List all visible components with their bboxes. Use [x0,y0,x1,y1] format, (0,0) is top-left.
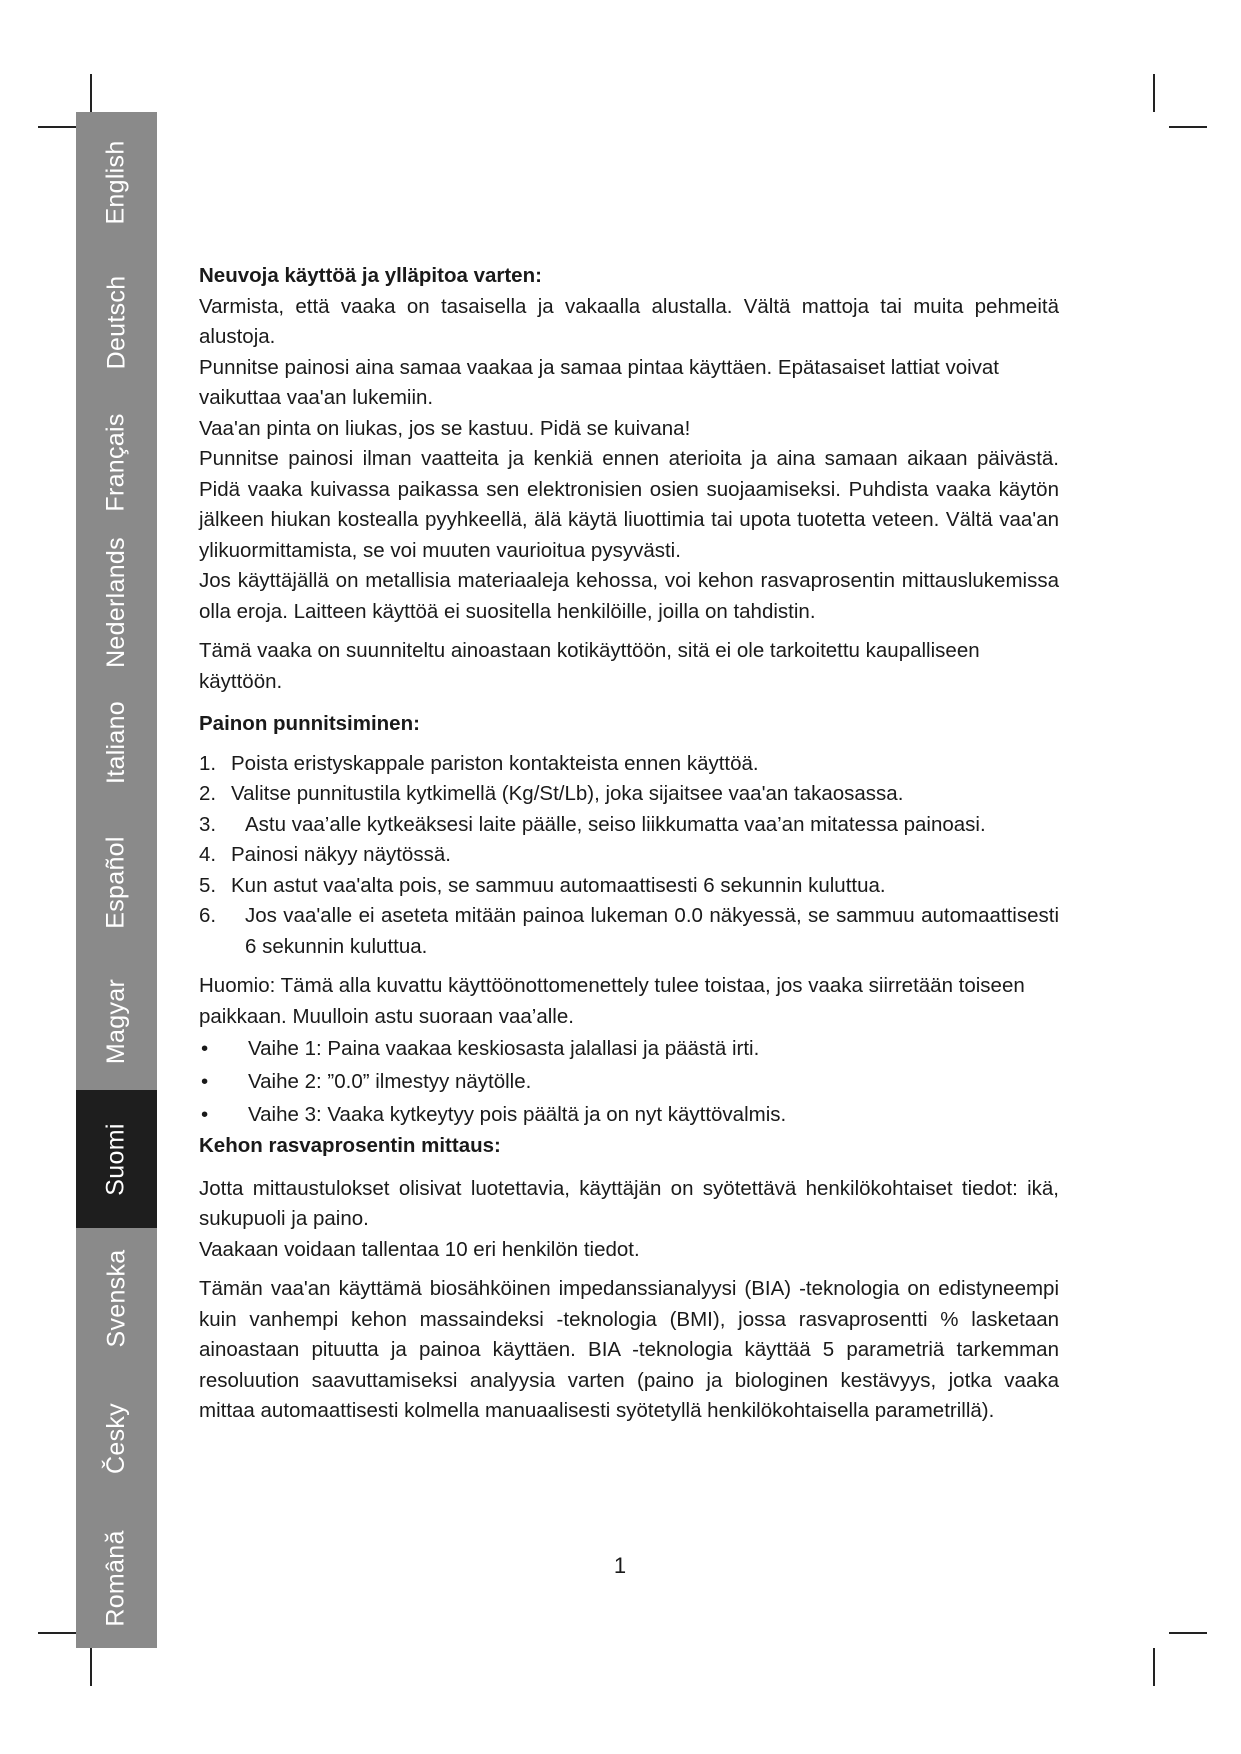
lang-tab-italiano[interactable] [76,672,157,812]
step-text: Poista eristyskappale pariston kontakteista ennen käyttöä. [231,751,759,775]
bullet-symbol: • [201,1070,209,1093]
bullet-text: Vaihe 1: Paina vaakaa keskiosasta jalallasi ja päästä irti. [248,1037,760,1060]
lang-label: Nederlands [102,536,131,668]
bullet-text: Vaihe 2: ”0.0” ilmestyy näytölle. [248,1070,532,1093]
list-item [199,779,1059,810]
paragraph: Jotta mittaustulokset olisivat luotettavia, käyttäjän on syötettävä henkilökohtaiset tiedot: ikä, sukupuoli ja paino. [199,1176,1059,1230]
lang-tab-romana[interactable] [76,1508,157,1648]
paragraph: Vaakaan voidaan tallentaa 10 eri henkilön tiedot. [199,1237,640,1261]
lang-label: Svenska [102,1249,130,1347]
list-item [199,840,1059,871]
crop-mark [90,74,92,112]
lang-label: Español [102,835,131,929]
lang-tab-english[interactable] [76,112,157,252]
crop-mark [1169,126,1207,128]
step-number: 1. [199,751,217,775]
section-heading-body-fat: Kehon rasvaprosentin mittaus: [199,1134,501,1157]
bullet-symbol: • [201,1103,209,1126]
crop-mark [1169,1632,1207,1634]
lang-label: Français [102,412,131,512]
setup-note: Huomio: Tämä alla kuvattu käyttöönottomenettely tulee toistaa, jos vaaka siirretään toiseen paikkaan. Muulloin astu suoraan vaa’alle. [199,974,1025,1028]
lang-tab-deutsch[interactable] [76,252,157,392]
crop-mark [1153,1648,1155,1686]
lang-label: Česky [102,1402,130,1474]
lang-label: Română [102,1529,131,1627]
crop-mark [90,1648,92,1686]
home-use-note: Tämä vaaka on suunniteltu ainoastaan kotikäyttöön, sitä ei ole tarkoitettu kaupalliseen käyttöön. [199,639,980,693]
weighing-steps-list [199,749,1059,963]
lang-tab-espanol[interactable] [76,812,157,952]
step-text: Astu vaa’alle kytkeäksesi laite päälle, seiso liikkumatta vaa’an mitatessa painoasi. [245,812,986,836]
step-text: Jos vaa'alle ei aseteta mitään painoa lukeman 0.0 näkyessä, se sammuu automaattisesti 6 sekunnin kuluttua. [245,904,1059,958]
step-text: Kun astut vaa'alta pois, se sammuu automaattisesti 6 sekunnin kuluttua. [231,873,886,897]
lang-label: Deutsch [102,275,130,369]
bullet-symbol: • [201,1037,209,1060]
lang-tab-nederlands[interactable] [76,532,157,672]
paragraph: Punnitse painosi ilman vaatteita ja kenkiä ennen aterioita ja aina samaan aikaan päivästä. Pidä vaaka kuivassa paikassa sen elektronisien osien suojaamiseksi. Puhdista vaaka käytön jälkeen hiukan kostealla pyyhkeellä, älä käytä liuottimia tai upota tuotetta veteen. Vältä vaa'an ylikuormittamista, se voi muuten vaurioitua pysyvästi. [199,447,1059,562]
paragraph: Tämän vaa'an käyttämä biosähköinen impedanssianalyysi (BIA) -teknologia on edistyneempi kuin vanhempi kehon massaindeksi -teknologia (BMI), jossa rasvaprosentti % lasketaan ainoastaan pituutta ja painoa käyttäen. BIA -teknologia käyttää 5 parametriä tarkemman resoluution saavuttamiseksi analyysia varten (paino ja biologinen kestävyys, jotka vaaka mittaa automaattisesti kolmella manuaalisesti syötetyllä henkilökohtaisella parametrillä). [199,1277,1059,1422]
step-text: Valitse punnitustila kytkimellä (Kg/St/Lb), joka sijaitsee vaa'an takaosassa. [231,782,904,805]
step-number: 2. [199,782,217,805]
list-item [199,1065,1059,1098]
lang-tab-svenska[interactable] [76,1228,157,1368]
page-number: 1 [613,1553,627,1578]
lang-tab-suomi[interactable] [76,1090,157,1228]
paragraph: Punnitse painosi aina samaa vaakaa ja samaa pintaa käyttäen. Epätasaiset lattiat voivat vaikuttaa vaa'an lukemiin. [199,355,999,409]
lang-label: English [102,139,131,225]
list-item [199,1032,1059,1065]
lang-label: Italiano [102,700,131,784]
step-number: 6. [199,904,217,927]
step-number: 3. [199,812,217,836]
section-heading-maintenance: Neuvoja käyttöä ja ylläpitoa varten: [199,264,542,287]
list-item [199,1098,1059,1131]
crop-mark [1153,74,1155,112]
manual-content [199,261,1059,1427]
section-heading-weighing: Painon punnitsiminen: [199,712,420,735]
lang-tab-cesky[interactable] [76,1368,157,1508]
step-text: Painosi näkyy näytössä. [231,843,451,866]
lang-label: Magyar [102,978,131,1064]
lang-label: Suomi [102,1122,130,1196]
paragraph: Jos käyttäjällä on metallisia materiaaleja kehossa, voi kehon rasvaprosentin mittauslukemissa olla eroja. Laitteen käyttöä ei suositella henkilöille, joilla on tahdistin. [199,569,1059,623]
setup-bullets [199,1032,1059,1131]
list-item [199,749,1059,780]
paragraph: Vaa'an pinta on liukas, jos se kastuu. Pidä se kuivana! [199,416,691,440]
list-item [199,901,1059,962]
lang-tab-magyar[interactable] [76,952,157,1090]
paragraph: Varmista, että vaaka on tasaisella ja vakaalla alustalla. Vältä mattoja tai muita pehmeitä alustoja. [199,294,1059,348]
step-number: 4. [199,843,217,866]
language-sidebar [76,112,157,1648]
crop-mark [38,126,76,128]
list-item [199,871,1059,902]
bullet-text: Vaihe 3: Vaaka kytkeytyy pois päältä ja on nyt käyttövalmis. [248,1103,787,1126]
list-item [199,810,1059,841]
step-number: 5. [199,873,217,897]
lang-tab-francais[interactable] [76,392,157,532]
crop-mark [38,1632,76,1634]
